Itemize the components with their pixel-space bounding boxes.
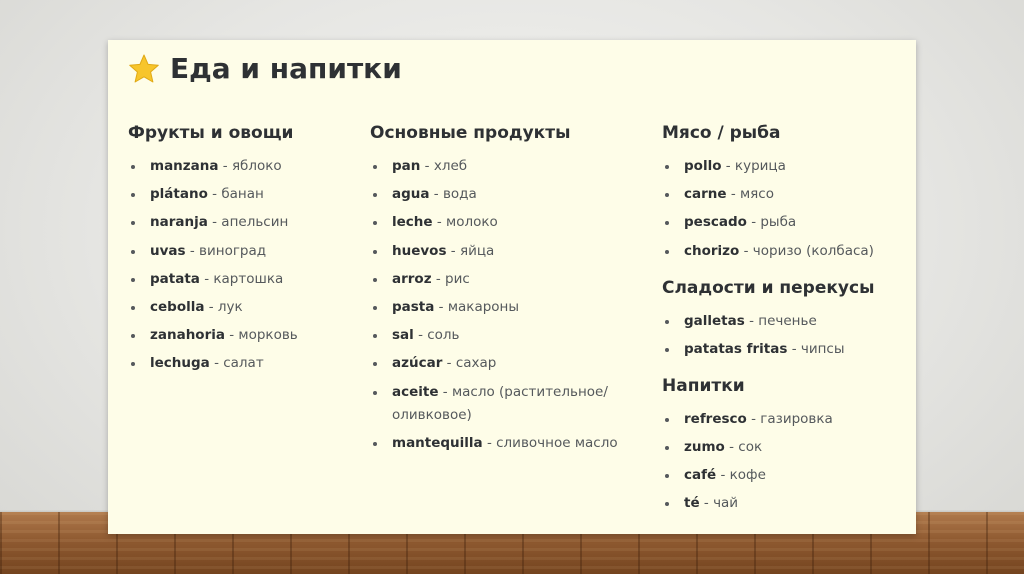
- section-meat-fish: [662, 122, 902, 263]
- section-basic-products: [370, 122, 630, 455]
- spanish-word: refresco: [684, 410, 747, 427]
- spanish-word: leche: [392, 214, 433, 231]
- list-item: [662, 408, 902, 431]
- spanish-word: té: [684, 495, 700, 512]
- spanish-word: pan: [392, 158, 421, 174]
- translation: - сливочное масло: [482, 434, 618, 451]
- list-item: [128, 155, 348, 178]
- section-heading: Напитки: [662, 375, 745, 396]
- list-item: [662, 211, 902, 234]
- column-basic-products: [370, 122, 630, 460]
- spanish-word: lechuga: [150, 355, 210, 372]
- translation: - макароны: [434, 298, 520, 315]
- spanish-word: chorizo: [684, 242, 740, 259]
- spanish-word: aceite: [392, 383, 439, 400]
- spanish-word: zumo: [684, 438, 725, 455]
- list-item: [662, 492, 902, 515]
- translation: - мясо: [726, 186, 774, 203]
- translation: - яблоко: [218, 158, 282, 174]
- spanish-word: azúcar: [392, 355, 443, 372]
- list-item: [662, 155, 902, 178]
- list-item: [370, 268, 630, 291]
- spanish-word: patatas fritas: [684, 340, 788, 357]
- vocab-list: [662, 408, 902, 516]
- section-drinks: [662, 375, 902, 516]
- spanish-word: arroz: [392, 270, 432, 287]
- translation: - печенье: [744, 312, 817, 329]
- translation: - хлеб: [420, 158, 468, 174]
- spanish-word: zanahoria: [150, 327, 225, 344]
- translation: - молоко: [432, 214, 498, 231]
- translation: - сахар: [442, 355, 497, 372]
- section-heading: Мясо / рыба: [662, 123, 781, 143]
- list-item: [128, 240, 348, 263]
- list-item: [662, 310, 902, 333]
- list-item: [370, 324, 630, 347]
- list-item: [370, 183, 630, 206]
- section-sweets-snacks: [662, 277, 902, 361]
- translation: - сок: [724, 438, 763, 455]
- translation: - рис: [431, 270, 470, 287]
- spanish-word: carne: [684, 186, 727, 203]
- translation: - кофе: [716, 467, 766, 484]
- spanish-word: galletas: [684, 312, 745, 329]
- spanish-word: sal: [392, 327, 414, 344]
- section-heading: Основные продукты: [370, 123, 571, 143]
- spanish-word: pescado: [684, 214, 747, 231]
- translation: - рыба: [746, 214, 797, 231]
- list-item: [370, 381, 630, 427]
- list-item: [370, 240, 630, 263]
- spanish-word: pasta: [392, 298, 435, 315]
- translation: - чипсы: [787, 340, 845, 357]
- section-heading: Фрукты и овощи: [128, 123, 294, 143]
- spanish-word: uvas: [150, 242, 186, 259]
- translation: - чай: [699, 495, 739, 512]
- spanish-word: cebolla: [150, 298, 205, 315]
- list-item: [128, 211, 348, 234]
- spanish-word: pollo: [684, 158, 722, 174]
- list-item: [128, 183, 348, 206]
- translation: - чоризо (колбаса): [739, 242, 874, 259]
- list-item: [370, 296, 630, 319]
- translation: - вода: [429, 186, 477, 203]
- translation: - газировка: [746, 410, 833, 427]
- slide-title-text: Еда и напитки: [170, 52, 402, 85]
- translation: - апельсин: [207, 214, 289, 231]
- column-meat-sweets-drinks: [662, 122, 902, 521]
- list-item: [370, 352, 630, 375]
- translation: - банан: [207, 186, 264, 203]
- vocab-list: [662, 155, 902, 263]
- list-item: [662, 436, 902, 459]
- translation: - лук: [204, 298, 243, 315]
- list-item: [128, 268, 348, 291]
- spanish-word: plátano: [150, 186, 208, 203]
- list-item: [370, 155, 630, 178]
- vocab-list: [662, 310, 902, 361]
- column-fruits-vegetables: [128, 122, 348, 381]
- translation: - морковь: [224, 327, 298, 344]
- list-item: [662, 464, 902, 487]
- star-icon: [128, 53, 160, 85]
- list-item: [370, 211, 630, 234]
- section-heading: Сладости и перекусы: [662, 277, 875, 298]
- spanish-word: huevos: [392, 242, 447, 259]
- list-item: [128, 296, 348, 319]
- translation: - яйца: [446, 242, 495, 259]
- section-fruits-vegetables: [128, 122, 348, 375]
- list-item: [662, 240, 902, 263]
- slide: [108, 40, 916, 534]
- list-item: [128, 324, 348, 347]
- list-item: [128, 352, 348, 375]
- spanish-word: café: [684, 467, 717, 484]
- translation: - виноград: [185, 242, 267, 259]
- vocab-list: [370, 155, 630, 455]
- list-item: [662, 183, 902, 206]
- list-item: [370, 432, 630, 455]
- translation: - салат: [209, 355, 264, 372]
- spanish-word: agua: [392, 186, 430, 203]
- spanish-word: mantequilla: [392, 434, 483, 451]
- spanish-word: manzana: [150, 158, 219, 174]
- translation: - курица: [721, 158, 786, 174]
- slide-title: [128, 52, 402, 86]
- translation: - соль: [413, 327, 460, 344]
- spanish-word: naranja: [150, 214, 208, 231]
- translation: - картошка: [199, 270, 284, 287]
- list-item: [662, 338, 902, 361]
- spanish-word: patata: [150, 270, 200, 287]
- translation: - масло (растительное/ оливковое): [392, 383, 608, 423]
- vocab-list: [128, 155, 348, 375]
